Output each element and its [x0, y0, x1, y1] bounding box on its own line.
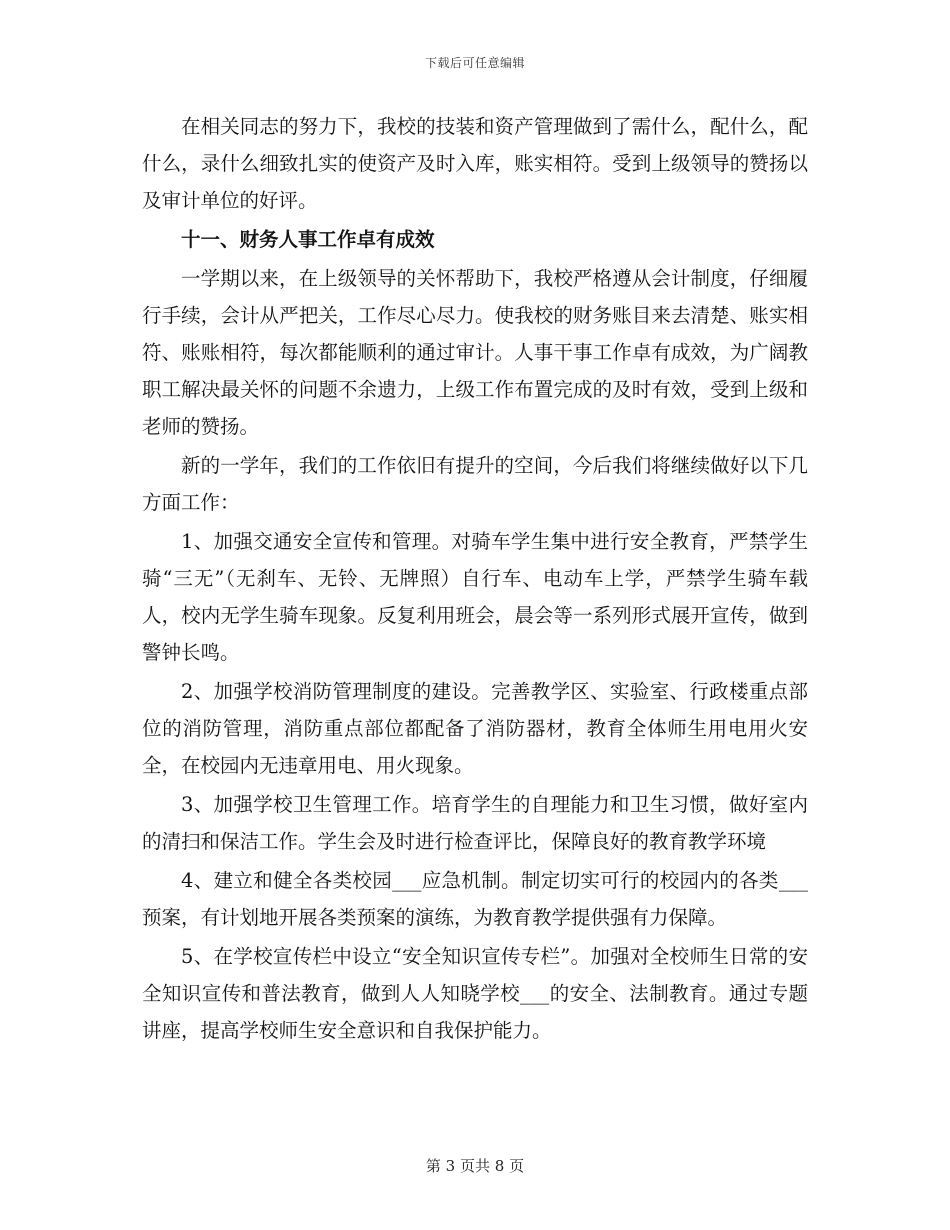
list-item-emergency-mechanism: 4、建立和健全各类校园___应急机制。制定切实可行的校园内的各类___预案，有计划地开展各类预案的演练，为教育教学提供强有力保障。 — [142, 869, 808, 929]
list-item-traffic-safety: 1、加强交通安全宣传和管理。对骑车学生集中进行安全教育，严禁学生骑“三无”（无刹车、无铃、无牌照）自行车、电动车上学，严禁学生骑车载人，校内无学生骑车现象。反复利用班会，晨会等一系列形式展开宣传，做到警钟长鸣。 — [142, 530, 808, 664]
section-heading-finance: 十一、财务人事工作卓有成效 — [181, 228, 435, 251]
list-item-fire-safety: 2、加强学校消防管理制度的建设。完善教学区、实验室、行政楼重点部位的消防管理，消防重点部位都配备了消防器材，教育全体师生用电用火安全，在校园内无违章用电、用火现象。 — [142, 680, 808, 777]
list-item-safety-knowledge: 5、在学校宣传栏中设立“安全知识宣传专栏”。加强对全校师生日常的安全知识宣传和普法教育，做到人人知晓学校___的安全、法制教育。通过专题讲座，提高学校师生安全意识和自我保护能力。 — [142, 945, 808, 1042]
paragraph-finance-personnel: 一学期以来，在上级领导的关怀帮助下，我校严格遵从会计制度，仔细履行手续，会计从严把关，工作尽心尽力。使我校的财务账目来去清楚、账实相符、账账相符，每次都能顺利的通过审计。人事干事工作卓有成效，为广阔教职工解决最关怀的问题不余遗力，上级工作布置完成的及时有效，受到上级和老师的赞扬。 — [142, 267, 808, 438]
paragraph-new-year-plan: 新的一学年，我们的工作依旧有提升的空间，今后我们将继续做好以下几方面工作： — [142, 454, 808, 514]
list-item-hygiene: 3、加强学校卫生管理工作。培育学生的自理能力和卫生习惯，做好室内的清扫和保洁工作。学生会及时进行检查评比，保障良好的教育教学环境 — [142, 793, 808, 853]
page-header: 下载后可任意编辑 — [424, 56, 525, 70]
page-footer: 第 3 页共 8 页 — [425, 1157, 525, 1175]
paragraph-asset-management: 在相关同志的努力下，我校的技装和资产管理做到了需什么，配什么，配什么，录什么细致扎实的使资产及时入库，账实相符。受到上级领导的赞扬以及审计单位的好评。 — [142, 115, 808, 212]
document-body — [142, 108, 808, 1049]
